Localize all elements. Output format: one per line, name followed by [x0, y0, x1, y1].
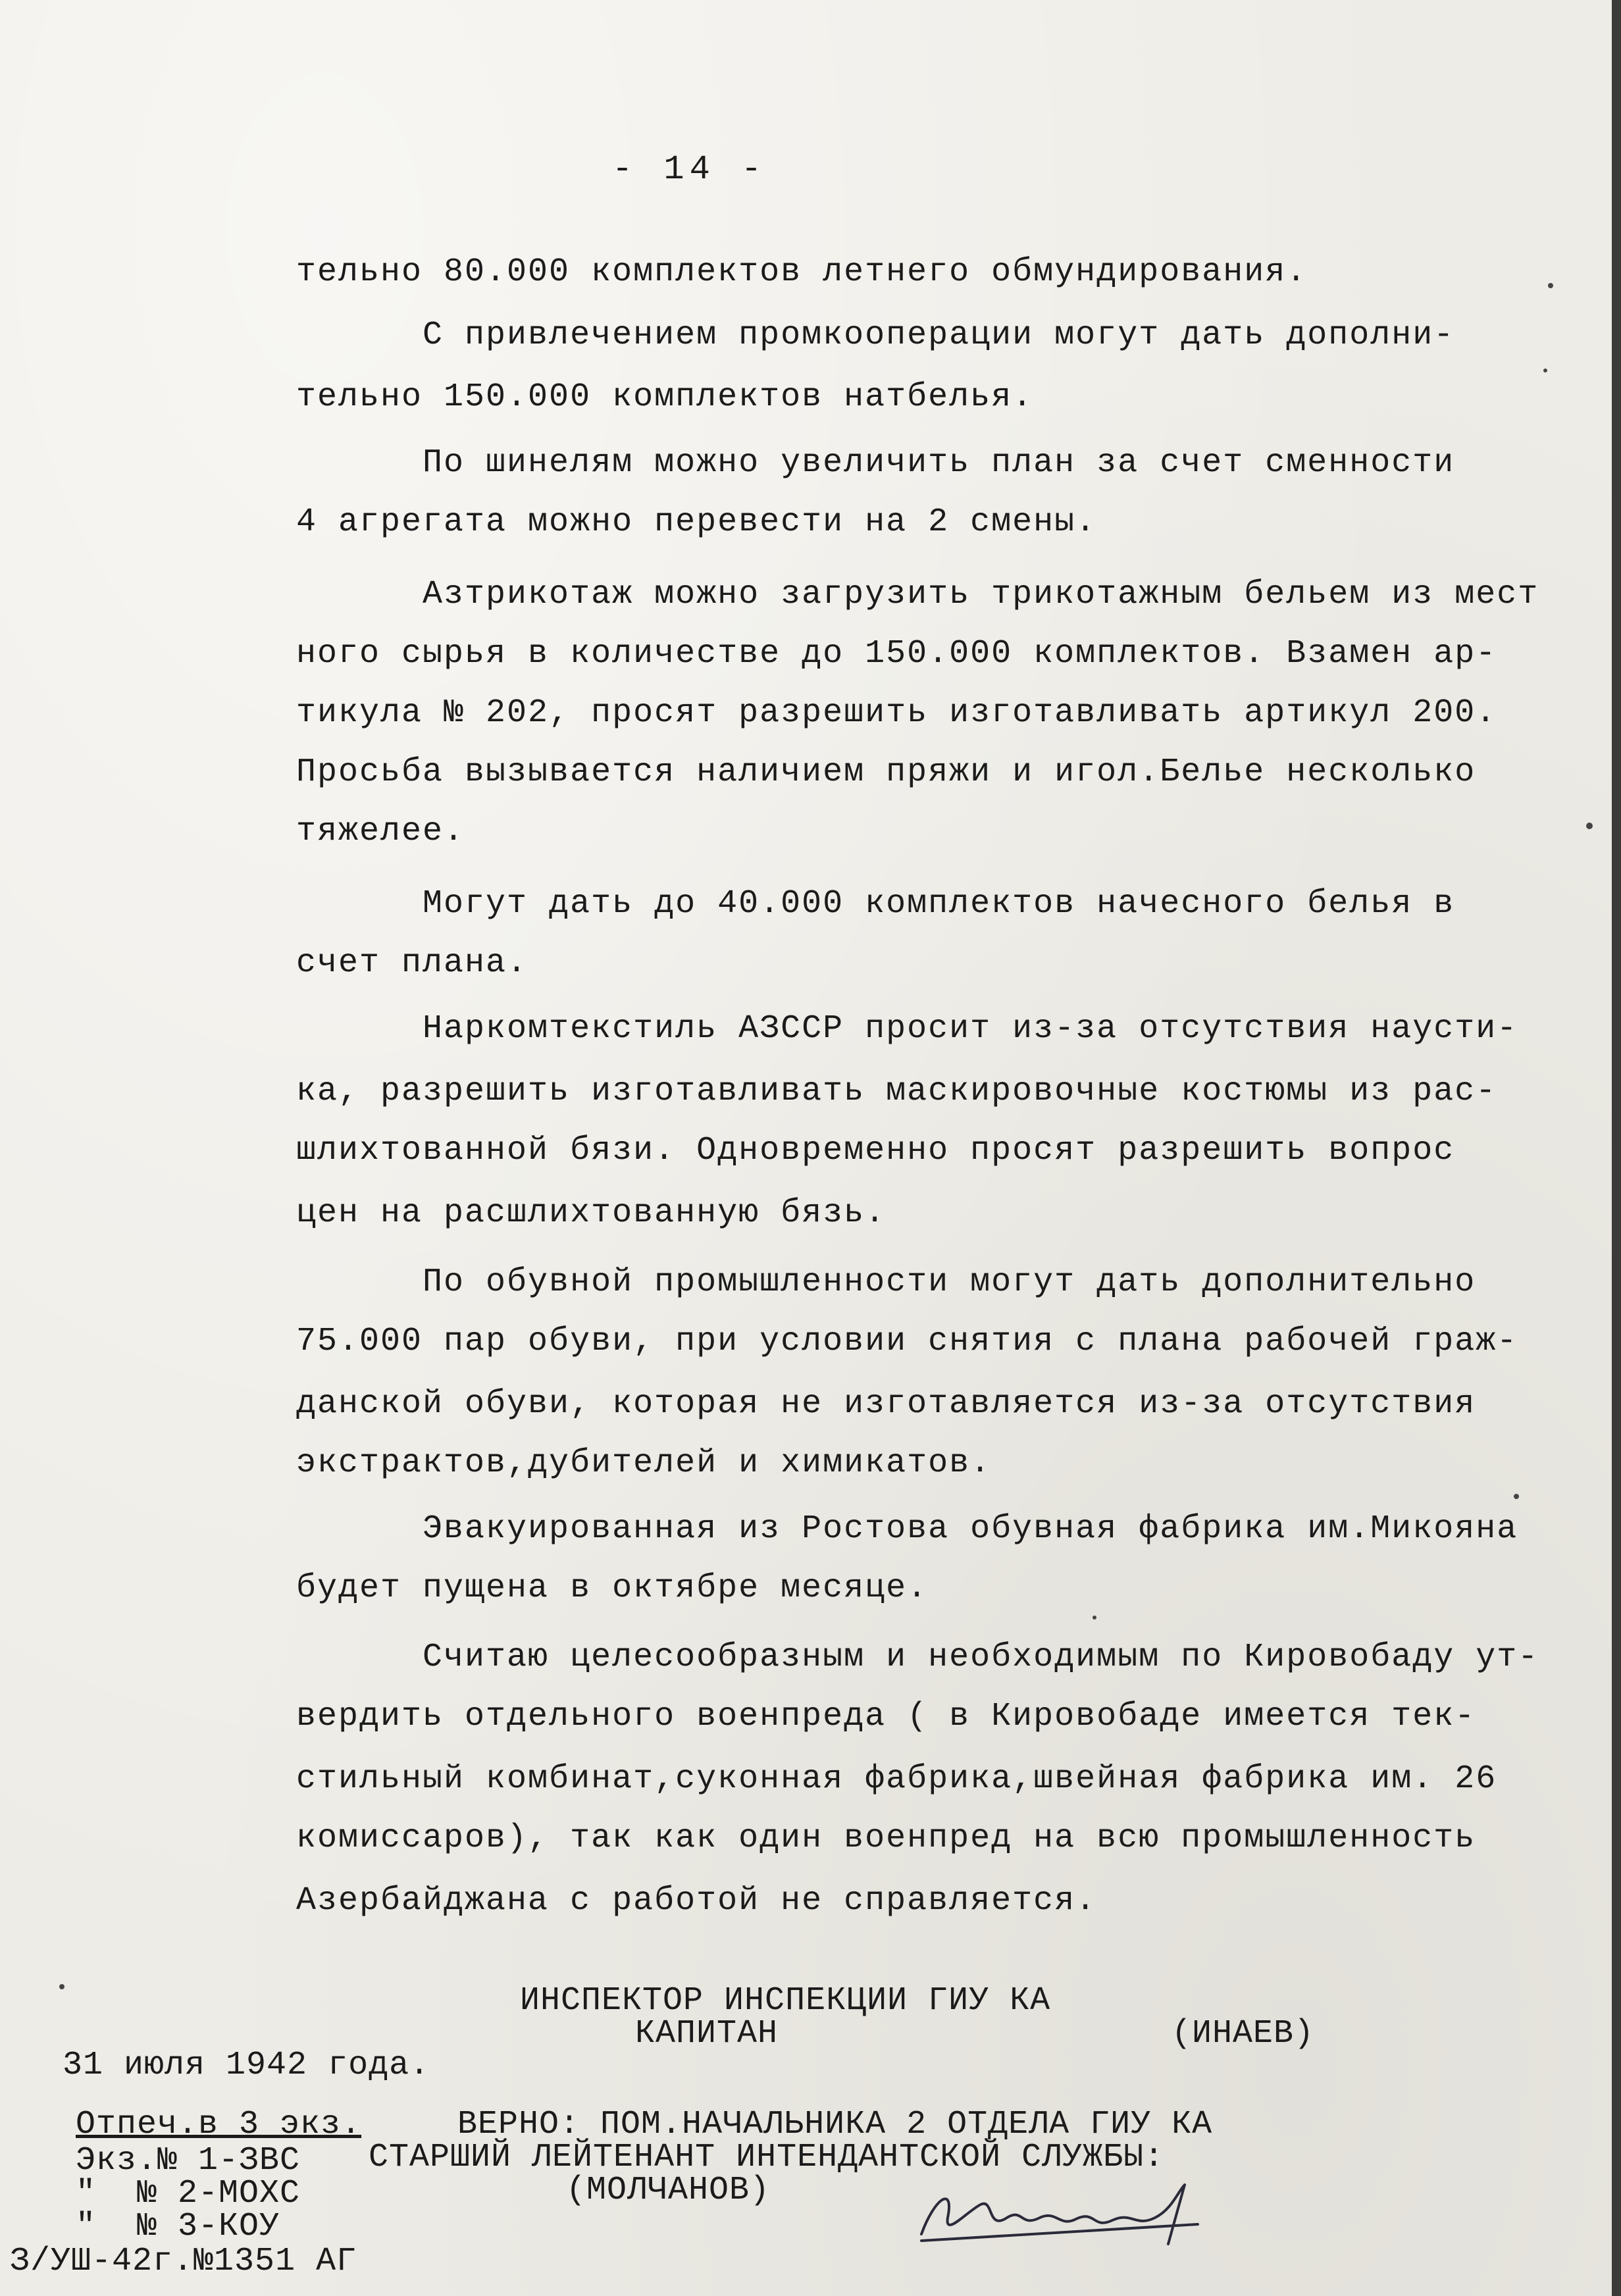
- text-line: тикула № 202, просят разрешить изготавливать артикул 200.: [296, 694, 1497, 732]
- text-line: экстрактов,дубителей и химикатов.: [296, 1444, 992, 1482]
- scan-speck: [1543, 369, 1547, 372]
- scan-speck: [59, 1984, 64, 1989]
- text-line: счет плана.: [296, 944, 528, 982]
- handwritten-signature: [908, 2172, 1250, 2251]
- text-line: Считаю целесообразным и необходимым по Кировобаду ут-: [296, 1639, 1539, 1676]
- page-number: - 14 -: [612, 150, 767, 189]
- text-line: тельно 80.000 комплектов летнего обмундирования.: [296, 253, 1308, 291]
- signer-title: ИНСПЕКТОР ИНСПЕКЦИИ ГИУ КА: [520, 1982, 1051, 2020]
- text-line: цен на расшлихтованную бязь.: [296, 1194, 887, 1232]
- text-line: Просьба вызывается наличием пряжи и игол.Белье несколько: [296, 753, 1476, 791]
- copy-distribution-1: Экз.№ 1-ЗВС: [76, 2142, 301, 2180]
- verified-line: ВЕРНО: ПОМ.НАЧАЛЬНИКА 2 ОТДЕЛА ГИУ КА: [457, 2106, 1213, 2143]
- copies-note: Отпеч.в 3 экз.: [76, 2106, 362, 2143]
- text-line: шлихтованной бязи. Одновременно просят разрешить вопрос: [296, 1132, 1455, 1169]
- text-line: С привлечением промкооперации могут дать дополни-: [296, 317, 1455, 354]
- text-line: ка, разрешить изготавливать маскировочные костюмы из рас-: [296, 1073, 1497, 1110]
- text-line: данской обуви, которая не изготавляется из-за отсутствия: [296, 1385, 1476, 1423]
- text-line: Наркомтекстиль АЗССР просит из-за отсутствия наусти-: [296, 1010, 1518, 1048]
- scan-speck: [1548, 283, 1553, 288]
- scan-speck: [1093, 1616, 1096, 1620]
- text-line: По обувной промышленности могут дать дополнительно: [296, 1263, 1476, 1301]
- verifier-rank: СТАРШИЙ ЛЕЙТЕНАНТ ИНТЕНДАНТСКОЙ СЛУЖБЫ:: [369, 2139, 1165, 2176]
- verifier-name: (МОЛЧАНОВ): [566, 2172, 771, 2209]
- text-line: Могут дать до 40.000 комплектов начесного белья в: [296, 885, 1455, 923]
- document-date: 31 июля 1942 года.: [63, 2047, 430, 2084]
- scan-speck: [1514, 1494, 1519, 1499]
- text-line: 4 агрегата можно перевести на 2 смены.: [296, 503, 1097, 541]
- text-line: вердить отдельного военпреда ( в Кировобаде имеется тек-: [296, 1698, 1476, 1735]
- scan-edge: [1612, 0, 1621, 2296]
- signer-rank: КАПИТАН: [635, 2015, 779, 2053]
- text-line: По шинелям можно увеличить план за счет сменности: [296, 444, 1455, 482]
- text-line: комиссаров), так как один военпред на всю промышленность: [296, 1820, 1476, 1857]
- text-line: 75.000 пар обуви, при условии снятия с плана рабочей граж-: [296, 1323, 1518, 1360]
- copy-distribution-2: " № 2-МОХС: [76, 2175, 301, 2212]
- registry-number: З/УШ-42г.№1351 АГ: [10, 2243, 357, 2280]
- text-line: Эвакуированная из Ростова обувная фабрика им.Микояна: [296, 1510, 1518, 1548]
- text-line: тяжелее.: [296, 813, 465, 850]
- text-line: тельно 150.000 комплектов натбелья.: [296, 378, 1034, 416]
- scan-speck: [1586, 823, 1593, 829]
- signer-name: (ИНАЕВ): [1171, 2015, 1315, 2053]
- text-line: стильный комбинат,суконная фабрика,швейная фабрика им. 26: [296, 1760, 1497, 1798]
- copy-distribution-3: " № 3-КОУ: [76, 2208, 280, 2245]
- text-line: ного сырья в количестве до 150.000 комплектов. Взамен ар-: [296, 635, 1497, 673]
- text-line: Азербайджана с работой не справляется.: [296, 1882, 1097, 1920]
- text-line: Азтрикотаж можно загрузить трикотажным бельем из мест: [296, 576, 1539, 613]
- text-line: будет пущена в октябре месяце.: [296, 1569, 929, 1607]
